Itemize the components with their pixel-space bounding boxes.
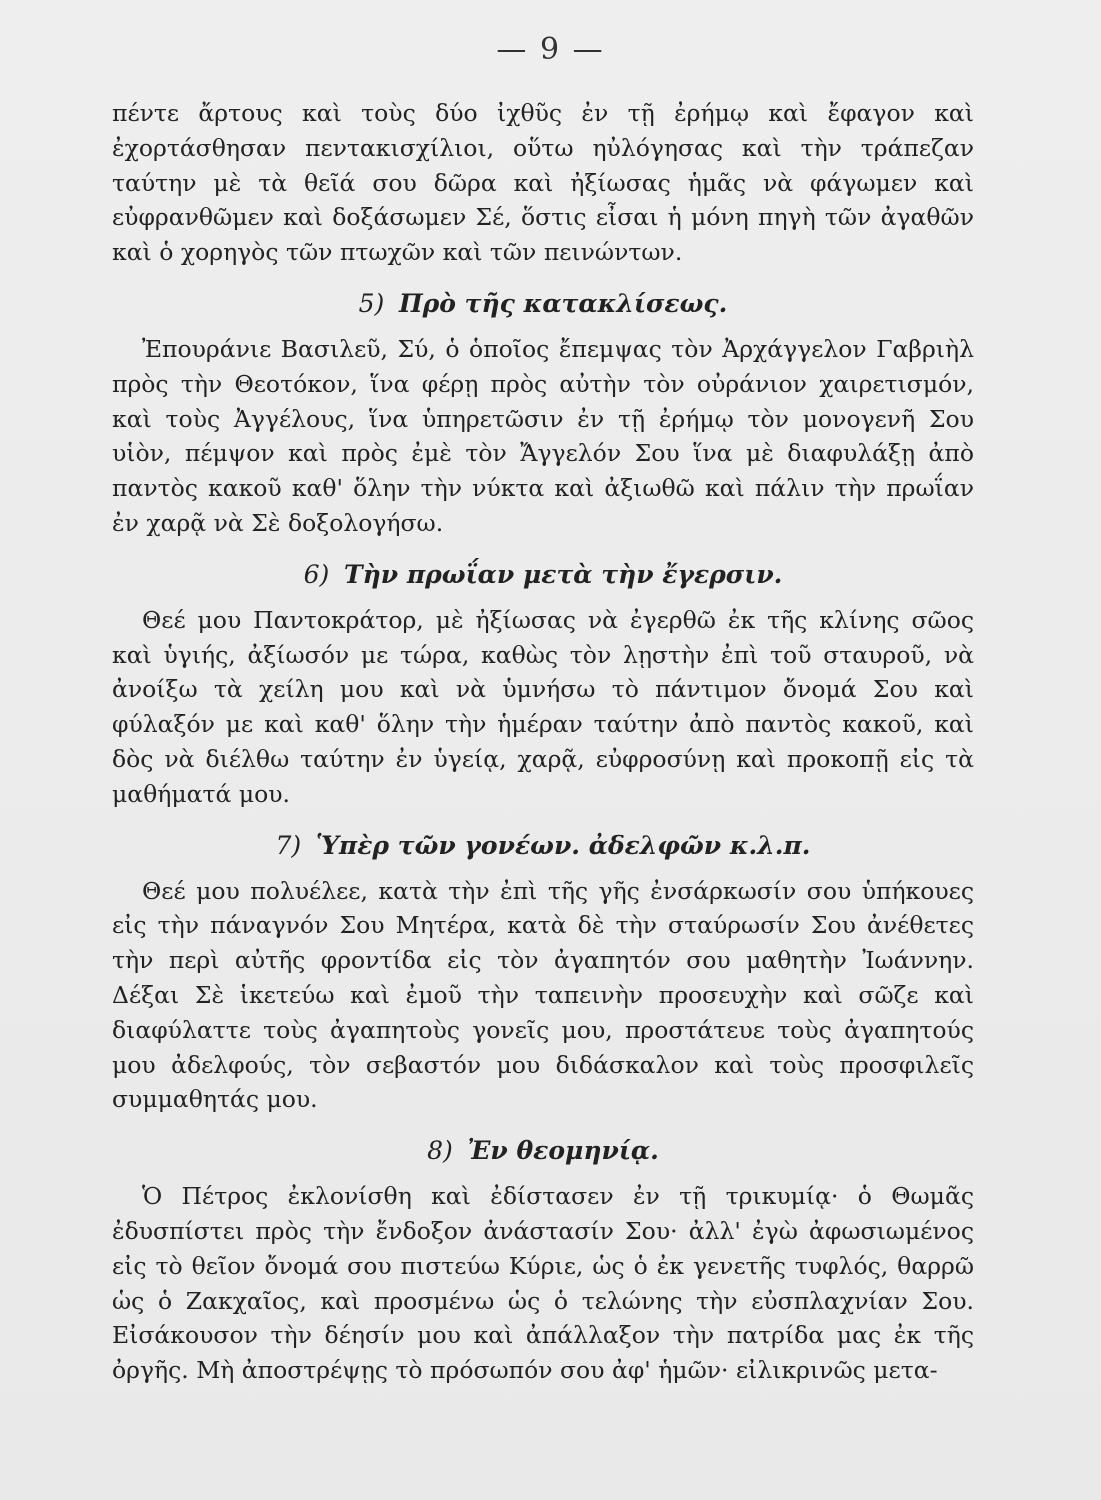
- section-title: Τὴν πρωΐαν μετὰ τὴν ἔγερσιν.: [344, 559, 783, 589]
- section-number: 8): [427, 1136, 453, 1166]
- page-number: — 9 —: [496, 32, 605, 67]
- page-content: [112, 96, 974, 1388]
- section-paragraph-5: Ἐπουράνιε Βασιλεῦ, Σύ, ὁ ὁποῖος ἔπεμψας τὸν Ἀρχάγγελον Γαβριὴλ πρὸς τὴν Θεοτόκον, ἵνα φέρῃ πρὸς αὐτὴν τὸν οὐράνιον χαιρετισμόν, καὶ τοὺς Ἀγγέλους, ἵνα ὑπηρετῶσιν ἐν τῇ ἐρήμῳ τὸν μονογενῆ Σου υἱὸν, πέμψον καὶ πρὸς ἐμὲ τὸν Ἄγγελόν Σου ἵνα μὲ διαφυλάξῃ ἀπὸ παντὸς κακοῦ καθ' ὅλην τὴν νύκτα καὶ ἀξιωθῶ καὶ πάλιν τὴν πρωΐαν ἐν χαρᾷ νὰ Σὲ δοξολογήσω.: [112, 334, 974, 537]
- section-heading-6: [112, 557, 974, 593]
- section-heading-7: [112, 828, 974, 864]
- section-number: 5): [358, 288, 385, 318]
- section-heading-8: [112, 1133, 974, 1169]
- section-number: 6): [303, 559, 330, 589]
- section-paragraph-7: Θεέ μου πολυέλεε, κατὰ τὴν ἐπὶ τῆς γῆς ἐνσάρκωσίν σου ὑπήκουες εἰς τὴν πάναγνόν Σου Μητέρα, κατὰ δὲ τὴν σταύρωσίν Σου ἀνέθετες τὴν περὶ αὐτῆς φροντίδα εἰς τὸν ἀγαπητόν σου μαθητὴν Ἰωάννην. Δέξαι Σὲ ἱκετεύω καὶ ἐμοῦ τὴν ταπεινὴν προσευχὴν καὶ σῶζε καὶ διαφύλαττε τοὺς ἀγαπητοὺς γονεῖς μου, προστάτευε τοὺς ἀγαπητούς μου ἀδελφούς, τὸν σεβαστόν μου διδάσκαλον καὶ τοὺς προσφιλεῖς συμμαθητάς μου.: [112, 876, 974, 1114]
- section-title: Ὑπὲρ τῶν γονέων. ἀδελφῶν κ.λ.π.: [315, 830, 811, 860]
- continuation-paragraph: πέντε ἄρτους καὶ τοὺς δύο ἰχθῦς ἐν τῇ ἐρήμῳ καὶ ἔφαγον καὶ ἐχορτάσθησαν πεντακισχίλιοι, οὕτω ηὐλόγησας καὶ τὴν τράπεζαν ταύτην μὲ τὰ θεῖά σου δῶρα καὶ ἠξίωσας ἡμᾶς νὰ φάγωμεν καὶ εὐφρανθῶμεν καὶ δοξάσωμεν Σέ, ὅστις εἶσαι ἡ μόνη πηγὴ τῶν ἀγαθῶν καὶ ὁ χορηγὸς τῶν πτωχῶν καὶ τῶν πεινώντων.: [112, 99, 974, 267]
- section-title: Ἐν θεομηνίᾳ.: [467, 1136, 659, 1166]
- section-number: 7): [275, 830, 302, 860]
- section-paragraph-8: Ὁ Πέτρος ἐκλονίσθη καὶ ἐδίστασεν ἐν τῇ τρικυμίᾳ· ὁ Θωμᾶς ἐδυσπίστει πρὸς τὴν ἔνδοξον ἀνάστασίν Σου· ἀλλ' ἐγὼ ἀφωσιωμένος εἰς τὸ θεῖον ὄνομά σου πιστεύω Κύριε, ὡς ὁ ἐκ γενετῆς τυφλός, θαρρῶ ὡς ὁ Ζακχαῖος, καὶ προσμένω ὡς ὁ τελώνης τὴν εὐσπλαχνίαν Σου. Εἰσάκουσον τὴν δέησίν μου καὶ ἀπάλλαξον τὴν πατρίδα μας ἐκ τῆς ὀργῆς. Μὴ ἀποστρέψῃς τὸ πρόσωπόν σου ἀφ' ἡμῶν· εἰλικρινῶς μετα-: [112, 1182, 974, 1385]
- section-title: Πρὸ τῆς κατακλίσεως.: [399, 288, 728, 318]
- section-paragraph-6: Θεέ μου Παντοκράτορ, μὲ ἠξίωσας νὰ ἐγερθῶ ἐκ τῆς κλίνης σῶος καὶ ὑγιής, ἀξίωσόν με τώρα, καθὼς τὸν λῃστὴν ἐπὶ τοῦ σταυροῦ, νὰ ἀνοίξω τὰ χείλη μου καὶ νὰ ὑμνήσω τὸ πάντιμον ὄνομά Σου καὶ φύλαξόν με καὶ καθ' ὅλην τὴν ἡμέραν ταύτην ἀπὸ παντὸς κακοῦ, καὶ δὸς νὰ διέλθω ταύτην ἐν ὑγείᾳ, χαρᾷ, εὐφροσύνῃ καὶ προκοπῇ εἰς τὰ μαθήματά μου.: [112, 605, 974, 808]
- section-heading-5: [112, 286, 974, 322]
